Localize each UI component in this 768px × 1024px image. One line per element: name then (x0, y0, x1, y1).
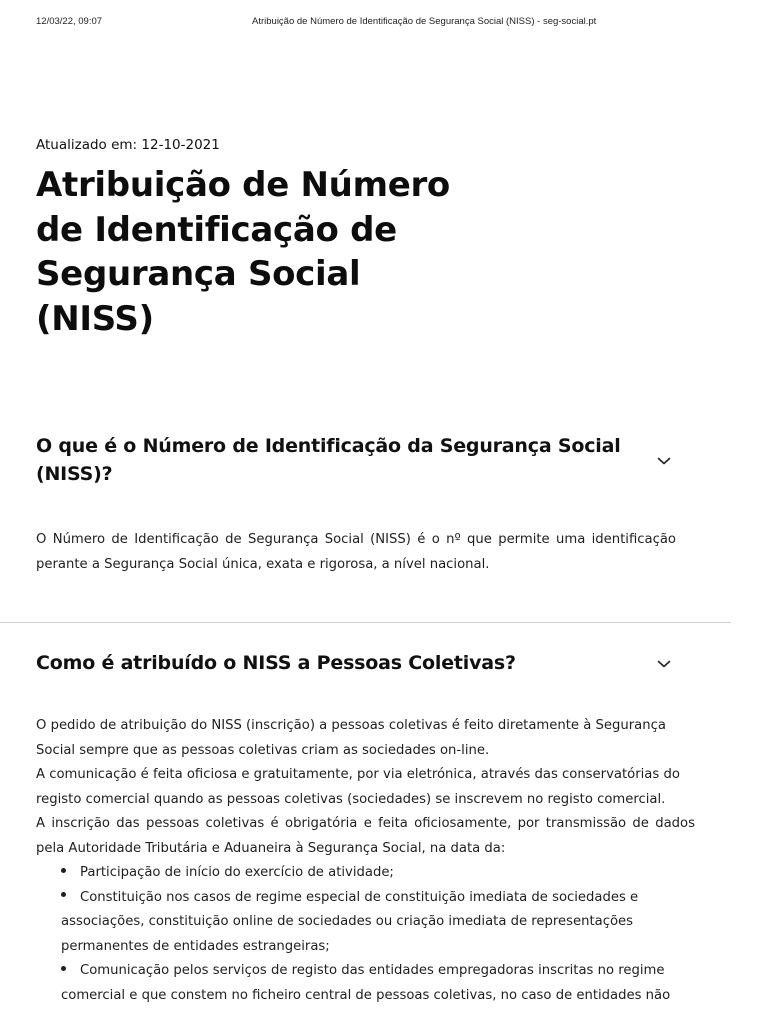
faq-section-niss-definition (0, 432, 731, 577)
last-updated-date: Atualizado em: 12-10-2021 (36, 137, 220, 153)
accordion-header[interactable] (0, 432, 731, 488)
faq-section-collective-persons (0, 622, 731, 1008)
answer-paragraph: O Número de Identificação de Segurança Social (NISS) é o nº que permite uma identificação perante a Segurança Social única, exata e rigorosa, a nível nacional. (36, 532, 676, 572)
print-header (36, 16, 732, 30)
list-item-text: Participação de início do exercício de atividade; (80, 865, 394, 880)
list-item-text: Comunicação pelos serviços de registo das entidades empregadoras inscritas no regime comercial e que constem no ficheiro central de pessoas coletivas, no caso de entidades não (61, 963, 671, 1003)
accordion-header[interactable] (0, 623, 731, 677)
bullet-icon (61, 966, 66, 971)
chevron-down-icon[interactable] (657, 659, 671, 669)
accordion-question: Como é atribuído o NISS a Pessoas Coletivas? (36, 652, 516, 674)
accordion-answer (0, 714, 731, 1008)
accordion-answer (0, 528, 712, 577)
list-item (61, 886, 695, 960)
page-title: Atribuição de Número de Identificação de Segurança Social (NISS) (36, 165, 450, 339)
list-item (61, 959, 695, 1008)
answer-paragraph: O pedido de atribuição do NISS (inscrição) a pessoas coletivas é feito diretamente à Segurança Social sempre que as pessoas coletivas criam as sociedades on-line. (36, 718, 666, 758)
accordion-question: O que é o Número de Identificação da Segurança Social (NISS)? (36, 435, 621, 485)
chevron-down-icon[interactable] (657, 456, 671, 466)
bullet-icon (61, 868, 66, 873)
list-item (61, 861, 695, 886)
answer-paragraph: A comunicação é feita oficiosa e gratuitamente, por via eletrónica, através das conservatórias do registo comercial quando as pessoas coletivas (sociedades) se inscrevem no registo comercial. (36, 767, 680, 807)
print-date: 12/03/22, 09:07 (36, 16, 103, 27)
list-item-text: Constituição nos casos de regime especial de constituição imediata de sociedades e associações, constituição online de sociedades ou criação imediata de representações permanentes de entidades estrangeiras; (61, 889, 639, 954)
bullet-icon (61, 892, 66, 897)
bullet-list (36, 861, 695, 1008)
print-page-title: Atribuição de Número de Identificação de Segurança Social (NISS) - seg-social.pt (252, 16, 597, 27)
answer-paragraph: A inscrição das pessoas coletivas é obrigatória e feita oficiosamente, por transmissão de dados pela Autoridade Tributária e Aduaneira à Segurança Social, na data da: (36, 816, 695, 856)
